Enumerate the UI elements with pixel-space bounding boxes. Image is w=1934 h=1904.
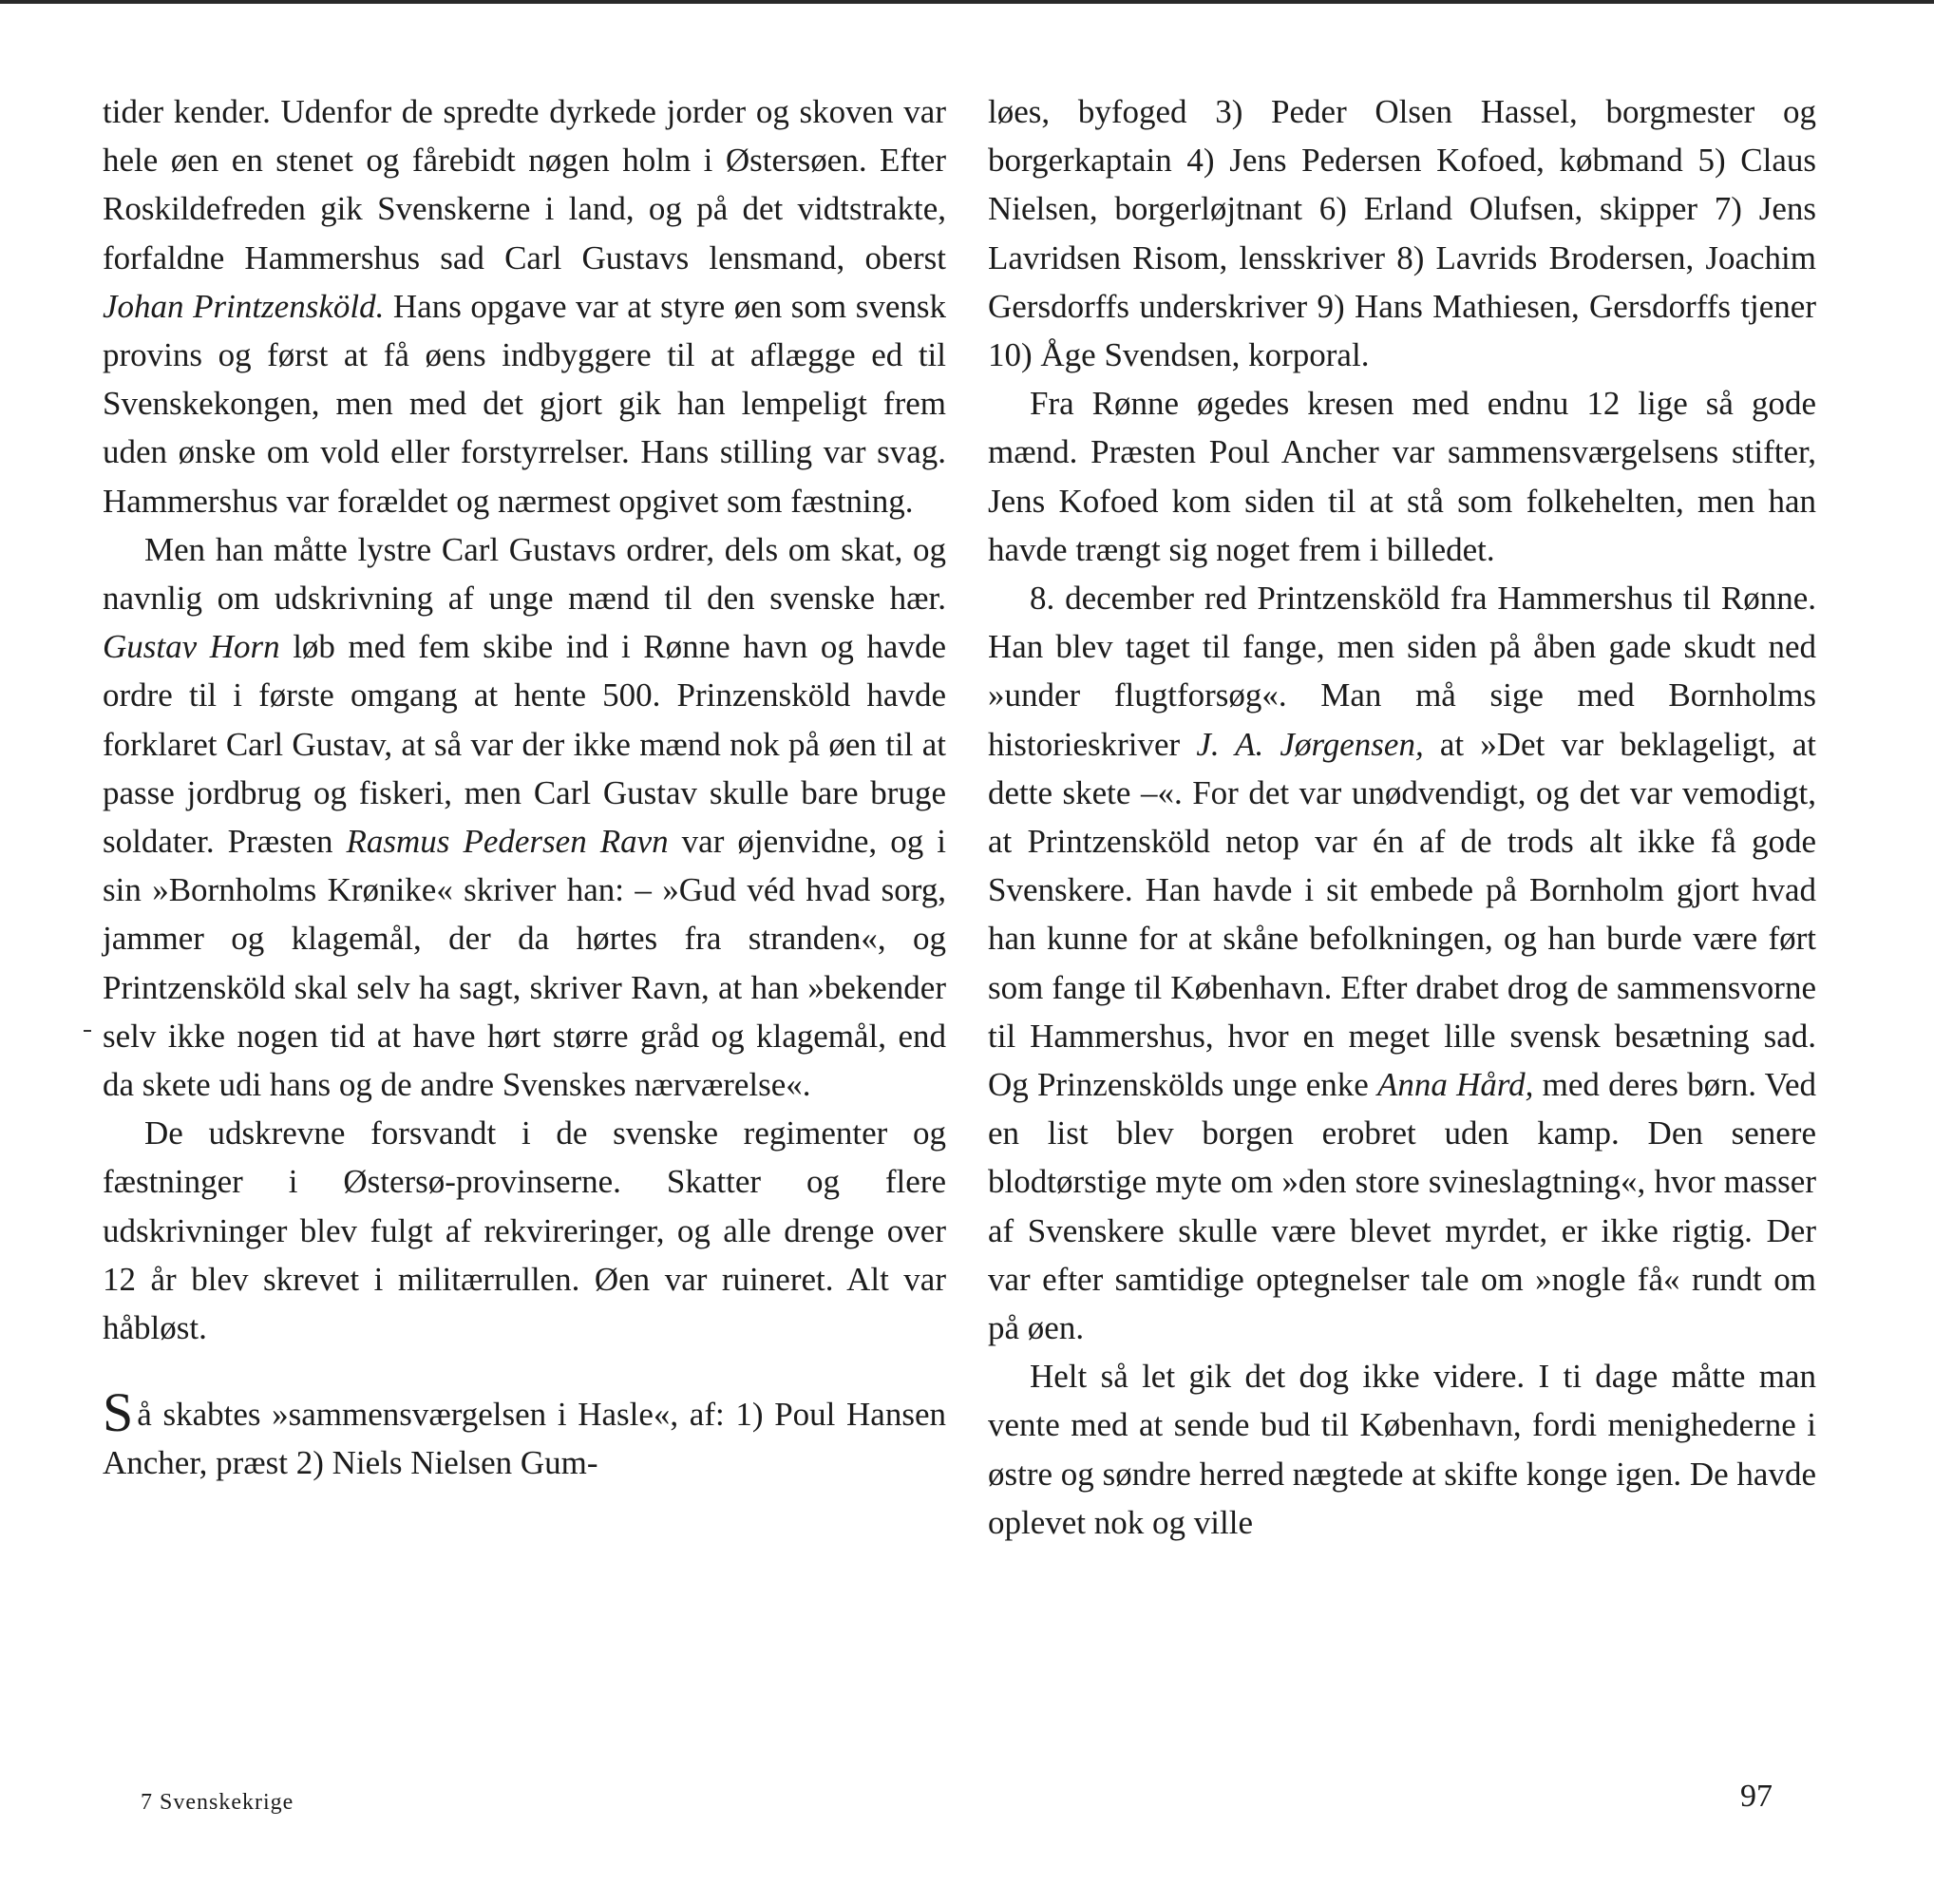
italic-name: Rasmus Pedersen Ravn bbox=[346, 823, 669, 861]
drop-cap: S bbox=[103, 1381, 134, 1444]
section-gap bbox=[103, 1352, 946, 1390]
paragraph: løes, byfoged 3) Peder Olsen Hassel, borgmester og borgerkaptain 4) Jens Pedersen Kofoed, købmand 5) Claus Nielsen, borgerløjtnant 6) Erland Olufsen, skipper 7) Jens Lavridsen Risom, lensskriver 8) Lavrids Brodersen, Joachim Gersdorffs underskriver 9) Hans Mathiesen, Gersdorffs tjener 10) Åge Svendsen, korporal. bbox=[988, 93, 1816, 374]
italic-name: Gustav Horn bbox=[103, 628, 280, 666]
section-opening-paragraph: Så skabtes »sammensværgelsen i Hasle«, af: 1) Poul Hansen Ancher, præst 2) Niels Nielsen Gum- bbox=[103, 1381, 946, 1482]
right-column bbox=[988, 87, 1816, 1547]
paragraph: 8. december red Printzensköld fra Hammershus til Rønne. Han blev taget til fange, men siden på åben gade skudt ned »under flugtforsøg«. Man må sige med Bornholms historieskriver J. A. Jørgensen, at »Det var beklageligt, at dette skete –«. For det var unødvendigt, og det var vemodigt, at Printzensköld netop var én af de trods alt ikke få gode Svenskere. Han havde i sit embede på Bornholm gjort hvad han kunne for at skåne befolkningen, og han burde være ført som fange til København. Efter drabet drog de sammensvorne til Hammershus, hvor en meget lille svensk besætning sad. Og Prinzenskölds unge enke Anna Hård, med deres børn. Ved en list blev borgen erobret uden kamp. Den senere blodtørstige myte om »den store svineslagtning«, hvor masser af Svenskere skulle være blevet myrdet, er ikke rigtig. Der var efter samtidige optegnelser tale om »nogle få« rundt om på øen. bbox=[988, 580, 1816, 1347]
paragraph: Fra Rønne øgedes kresen med endnu 12 lige så gode mænd. Præsten Poul Ancher var sammensværgelsens stifter, Jens Kofoed kom siden til at stå som folkehelten, men han havde trængt sig noget frem i billedet. bbox=[988, 385, 1816, 568]
left-column bbox=[103, 87, 946, 1488]
paragraph: Men han måtte lystre Carl Gustavs ordrer, dels om skat, og navnlig om udskrivning af unge mænd til den svenske hær. Gustav Horn løb med fem skibe ind i Rønne havn og havde ordre til i første omgang at hente 500. Prinzensköld havde forklaret Carl Gustav, at så var der ikke mænd nok på øen til at passe jordbrug og fiskeri, men Carl Gustav skulle bare bruge soldater. Præsten Rasmus Pedersen Ravn var øjenvidne, og i sin »Bornholms Krønike« skriver han: – »Gud véd hvad sorg, jammer og klagemål, der da hørtes fra stranden«, og Printzensköld skal selv ha sagt, skriver Ravn, at han »bekender selv ikke nogen tid at have hørt større gråd og klagemål, end da skete udi hans og de andre Svenskes nærværelse«. bbox=[103, 530, 946, 1104]
paragraph: Helt så let gik det dog ikke videre. I ti dage måtte man vente med at sende bud til København, fordi menighederne i østre og søndre herred nægtede at skifte konge igen. De havde oplevet nok og ville bbox=[988, 1358, 1816, 1541]
top-rule bbox=[0, 0, 1934, 4]
paragraph: De udskrevne forsvandt i de svenske regimenter og fæstninger i Østersø-provinserne. Skatter og flere udskrivninger blev fulgt af rekvireringer, og alle drenge over 12 år blev skrevet i militærrullen. Øen var ruineret. Alt var håbløst. bbox=[103, 1114, 946, 1347]
paragraph: tider kender. Udenfor de spredte dyrkede jorder og skoven var hele øen en stenet og fårebidt nøgen holm i Østersøen. Efter Roskildefreden gik Svenskerne i land, og på det vidtstrakte, forfaldne Hammershus sad Carl Gustavs lensmand, oberst Johan Printzensköld. Hans opgave var at styre øen som svensk provins og først at få øens indbyggere til at aflægge ed til Svenskekongen, men med det gjort gik han lempeligt frem uden ønske om vold eller forstyrrelser. Hans stilling var svag. Hammershus var forældet og nærmest opgivet som fæstning. bbox=[103, 93, 946, 520]
page-number: 97 bbox=[1740, 1779, 1773, 1814]
italic-name: J. A. Jørgensen, bbox=[1196, 725, 1424, 763]
italic-name: Johan Printzensköld. bbox=[103, 287, 385, 325]
margin-mark bbox=[84, 1030, 91, 1032]
chapter-footer: 7 Svenskekrige bbox=[141, 1790, 294, 1815]
italic-name: Anna Hård, bbox=[1377, 1066, 1534, 1104]
